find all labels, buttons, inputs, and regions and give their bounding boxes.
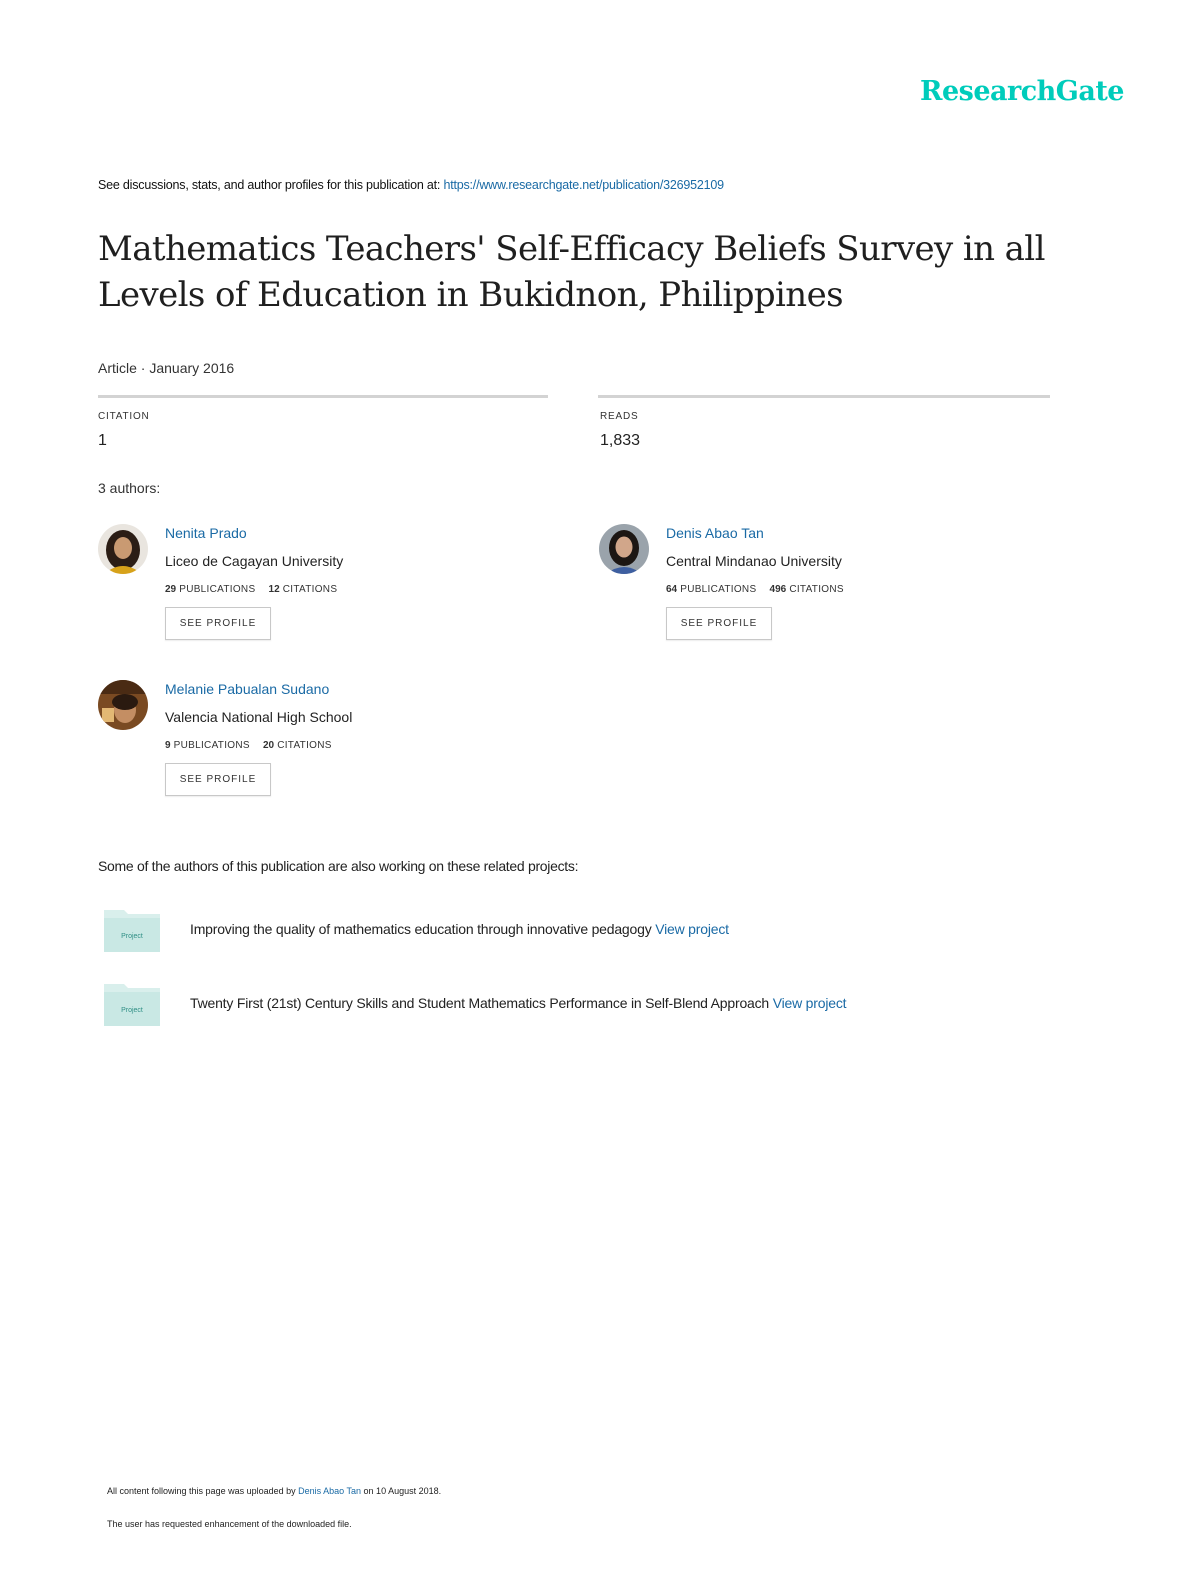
- project-folder-icon: [104, 906, 160, 952]
- researchgate-logo[interactable]: ResearchGate: [920, 76, 1124, 107]
- related-projects-heading: Some of the authors of this publication are also working on these related projects:: [98, 858, 579, 874]
- author-card: [98, 680, 538, 810]
- reads-label: READS: [600, 411, 639, 422]
- project-description: [190, 995, 846, 1011]
- author-stats: [666, 584, 844, 595]
- folder-label: Project: [121, 933, 143, 940]
- author-institution: Central Mindanao University: [666, 553, 842, 569]
- author-stats: [165, 740, 332, 751]
- publication-count: 29: [165, 584, 177, 595]
- citation-count: 1: [98, 432, 107, 449]
- upload-prefix: All content following this page was uploaded by: [107, 1486, 296, 1496]
- upload-date: on 10 August 2018.: [363, 1486, 442, 1496]
- project-title: Improving the quality of mathematics education through innovative pedagogy: [190, 921, 652, 937]
- divider-right: [598, 395, 1050, 398]
- source-line: [98, 178, 724, 192]
- see-profile-button[interactable]: SEE PROFILE: [666, 607, 772, 640]
- citations-label: CITATIONS: [277, 740, 332, 751]
- project-title: Twenty First (21st) Century Skills and Student Mathematics Performance in Self-Blend Approach: [190, 995, 769, 1011]
- divider-left: [98, 395, 548, 398]
- publication-meta: Article · January 2016: [98, 360, 235, 376]
- authors-count: 3 authors:: [98, 480, 161, 496]
- enhancement-note: The user has requested enhancement of the downloaded file.: [107, 1519, 352, 1529]
- citation-count: 20: [262, 740, 275, 751]
- avatar[interactable]: [98, 524, 148, 574]
- view-project-link[interactable]: View project: [655, 921, 729, 937]
- uploader-link[interactable]: Denis Abao Tan: [298, 1486, 362, 1496]
- publication-count: 9: [165, 740, 171, 751]
- folder-label: Project: [121, 1007, 143, 1014]
- author-name[interactable]: Denis Abao Tan: [666, 525, 764, 541]
- project-item: [104, 906, 1104, 956]
- see-profile-button[interactable]: SEE PROFILE: [165, 763, 271, 796]
- publications-label: PUBLICATIONS: [173, 740, 250, 751]
- author-institution: Valencia National High School: [165, 709, 353, 725]
- project-item: [104, 980, 1104, 1030]
- citation-count: 12: [268, 584, 280, 595]
- publication-title: Mathematics Teachers' Self-Efficacy Beliefs Survey in all Levels of Education in Bukidnon, Philippines: [98, 229, 1045, 315]
- citations-label: CITATIONS: [789, 584, 844, 595]
- publications-label: PUBLICATIONS: [179, 584, 256, 595]
- upload-note: [107, 1486, 441, 1496]
- author-institution: Liceo de Cagayan University: [165, 553, 344, 569]
- citation-count: 496: [769, 584, 787, 595]
- author-card: [98, 524, 538, 654]
- author-card: [599, 524, 1039, 654]
- see-profile-button[interactable]: SEE PROFILE: [165, 607, 271, 640]
- avatar[interactable]: [98, 680, 148, 730]
- author-stats: [165, 584, 337, 595]
- avatar[interactable]: [599, 524, 649, 574]
- publication-count: 64: [666, 584, 678, 595]
- citation-label: CITATION: [98, 411, 150, 422]
- author-name[interactable]: Melanie Pabualan Sudano: [165, 681, 330, 697]
- author-name[interactable]: Nenita Prado: [165, 525, 247, 541]
- source-line-prefix: See discussions, stats, and author profiles for this publication at:: [98, 178, 441, 192]
- citations-label: CITATIONS: [282, 584, 338, 595]
- publications-label: PUBLICATIONS: [680, 584, 757, 595]
- reads-count: 1,833: [600, 432, 641, 449]
- project-folder-icon: [104, 980, 160, 1026]
- project-description: [190, 921, 729, 937]
- publication-link[interactable]: https://www.researchgate.net/publication/326952109: [443, 178, 724, 192]
- view-project-link[interactable]: View project: [772, 995, 847, 1011]
